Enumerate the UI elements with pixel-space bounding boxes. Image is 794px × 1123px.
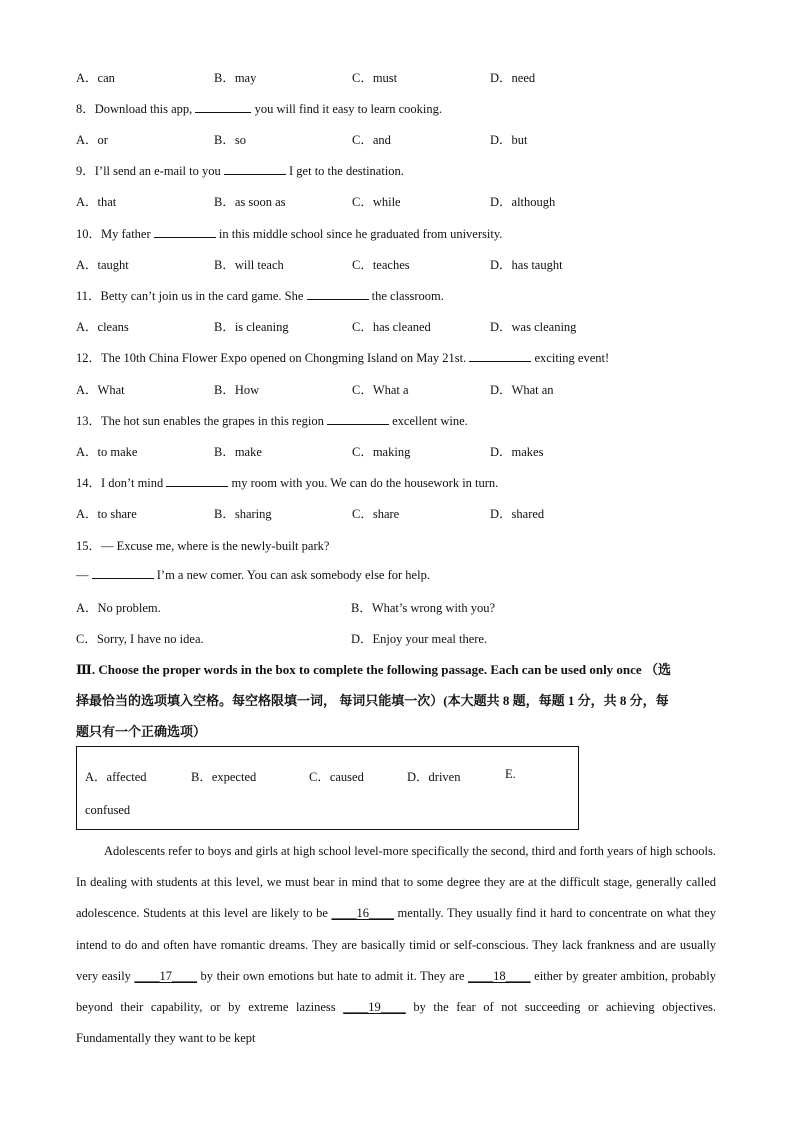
passage-paragraph: Adolescents refer to boys and girls at high school level-more specifically the second, third and forth years of high schools. In dealing with students at this level, we must bear in mind that to some degree they are at the difficult stage, generally called adolescence. Students at this level are likely to be ____16____ mentally. They usually find it hard to concentrate on what they intend to do and often have romantic dreams. They are basically timid or self-conscious. They lack frankness and are usually very easily ____17____ by their own emotions but hate to admit it. They are ____18____ either by greater ambition, probably beyond their capability, or by extreme laziness ____19____ by the fear of not succeeding or achieving objectives. Fundamentally they want to be kept	[76, 844, 716, 1046]
q12-option-d[interactable]: D．What an	[490, 383, 554, 397]
passage	[76, 836, 716, 1054]
box-option-e: E.	[505, 767, 516, 781]
q15-option-a[interactable]: A．No problem.	[76, 601, 161, 615]
q13-blank[interactable]	[327, 413, 389, 425]
q9-stem: 9．I’ll send an e-mail to you I get to the destination.	[76, 164, 404, 178]
q10-option-b[interactable]: B．will teach	[214, 258, 284, 272]
q13-option-b[interactable]: B．make	[214, 445, 262, 459]
q11-stem: 11．Betty can’t join us in the card game. She the classroom.	[76, 289, 444, 303]
q9-option-d[interactable]: D．although	[490, 195, 556, 209]
q10-option-a[interactable]: A．taught	[76, 258, 129, 272]
q8-option-a[interactable]: A．or	[76, 133, 108, 147]
q13-option-d[interactable]: D．makes	[490, 445, 544, 459]
box-option-b: B．expected	[191, 770, 257, 784]
q9-option-a[interactable]: A．that	[76, 195, 117, 209]
q11-option-d[interactable]: D．was cleaning	[490, 320, 577, 334]
q7-option-d[interactable]: D．need	[490, 71, 536, 85]
q11-option-a[interactable]: A．cleans	[76, 320, 129, 334]
q15-stem-line1: 15．— Excuse me, where is the newly-built park?	[76, 539, 330, 553]
section-3-title: Ⅲ. Choose the proper words in the box to complete the following passage. Each can be used only once （选 择最恰当的选项填入空格。每空格限填一词， 每词只能填一次）(本大题共 8 题，每题 1 分，共 8 分，每 题只有一个正确选项）	[76, 662, 671, 739]
blank-18[interactable]: ____18____	[468, 968, 531, 983]
blank-19[interactable]: ____19____	[343, 1000, 406, 1015]
q13-option-c[interactable]: C．making	[352, 445, 411, 459]
q9-option-c[interactable]: C．while	[352, 195, 401, 209]
q14-option-d[interactable]: D．shared	[490, 507, 545, 521]
q8-stem: 8．Download this app, you will find it easy to learn cooking.	[76, 102, 443, 116]
q8-option-c[interactable]: C．and	[352, 133, 391, 147]
q14-option-a[interactable]: A．to share	[76, 507, 137, 521]
q10-blank[interactable]	[154, 226, 216, 238]
q10-option-c[interactable]: C．teaches	[352, 258, 410, 272]
q10-stem: 10．My father in this middle school since he graduated from university.	[76, 227, 503, 241]
q15-option-b[interactable]: B．What’s wrong with you?	[351, 601, 496, 615]
q14-option-c[interactable]: C．share	[352, 507, 400, 521]
box-option-e-cont: confused	[85, 803, 131, 817]
q15-blank[interactable]	[92, 567, 154, 579]
q11-option-c[interactable]: C．has cleaned	[352, 320, 431, 334]
q15-option-c[interactable]: C．Sorry, I have no idea.	[76, 632, 204, 646]
q15-option-d[interactable]: D．Enjoy your meal there.	[351, 632, 488, 646]
box-option-a: A．affected	[85, 770, 147, 784]
blank-16[interactable]: ____16____	[331, 906, 394, 921]
box-option-d: D．driven	[407, 770, 461, 784]
q12-stem: 12．The 10th China Flower Expo opened on Chongming Island on May 21st. exciting event!	[76, 351, 610, 365]
q15-stem-line2: — I’m a new comer. You can ask somebody else for help.	[76, 568, 430, 582]
q9-blank[interactable]	[224, 163, 286, 175]
q8-blank[interactable]	[195, 101, 251, 113]
q12-option-a[interactable]: A．What	[76, 383, 125, 397]
q14-stem: 14．I don’t mind my room with you. We can do the housework in turn.	[76, 476, 499, 490]
q8-option-d[interactable]: D．but	[490, 133, 528, 147]
word-box	[76, 746, 579, 830]
q11-blank[interactable]	[307, 288, 369, 300]
box-option-c: C．caused	[309, 770, 364, 784]
q7-option-c[interactable]: C．must	[352, 71, 398, 85]
q7-option-b[interactable]: B．may	[214, 71, 257, 85]
q13-option-a[interactable]: A．to make	[76, 445, 138, 459]
q13-stem: 13．The hot sun enables the grapes in this region excellent wine.	[76, 414, 468, 428]
q9-option-b[interactable]: B．as soon as	[214, 195, 286, 209]
q12-option-b[interactable]: B．How	[214, 383, 260, 397]
q11-option-b[interactable]: B．is cleaning	[214, 320, 289, 334]
q12-option-c[interactable]: C．What a	[352, 383, 409, 397]
blank-17[interactable]: ____17____	[134, 968, 197, 983]
q10-option-d[interactable]: D．has taught	[490, 258, 563, 272]
q14-option-b[interactable]: B．sharing	[214, 507, 272, 521]
q8-option-b[interactable]: B．so	[214, 133, 246, 147]
q14-blank[interactable]	[166, 475, 228, 487]
q12-blank[interactable]	[469, 350, 531, 362]
q7-option-a[interactable]: A．can	[76, 71, 115, 85]
